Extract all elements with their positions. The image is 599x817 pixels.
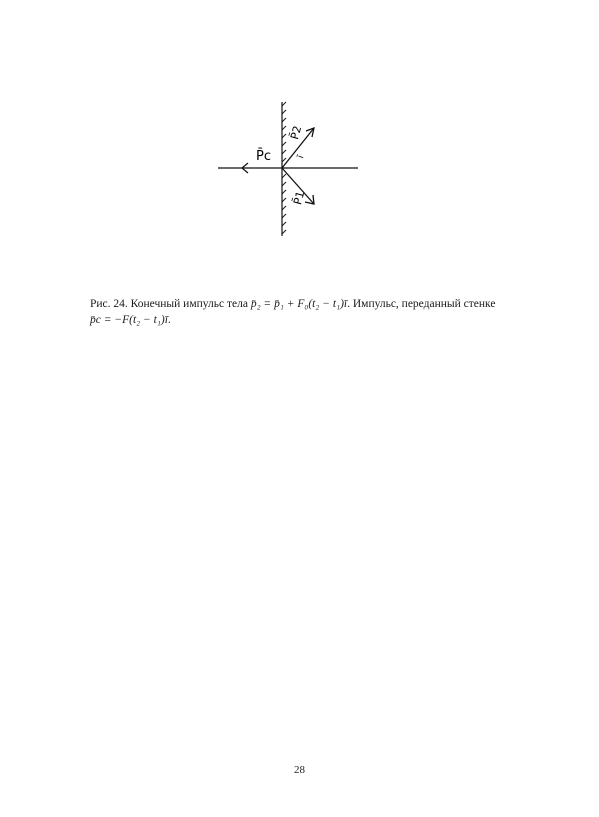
caption-formula-p2: p̄₂ = p̄₁ + F₀(t₂ − t₁)ī	[250, 298, 348, 310]
caption-line-2	[90, 312, 530, 328]
figure-caption	[90, 296, 530, 328]
i-label: ī	[296, 154, 307, 160]
caption-end: .	[167, 314, 171, 326]
caption-formula-pc: p̄c = −F(t₂ − t₁)ī	[90, 314, 168, 326]
page-number: 28	[294, 764, 305, 776]
p-c-label: P̄c	[256, 149, 271, 164]
p1-label: P̄1	[291, 189, 308, 207]
p2-label: P̄2	[288, 124, 305, 141]
momentum-vector-diagram	[210, 100, 370, 240]
caption-suffix: . Импульс, переданный стенке	[347, 298, 496, 310]
caption-prefix: Рис. 24. Конечный импульс тела	[90, 298, 251, 310]
caption-line-1	[90, 296, 530, 312]
